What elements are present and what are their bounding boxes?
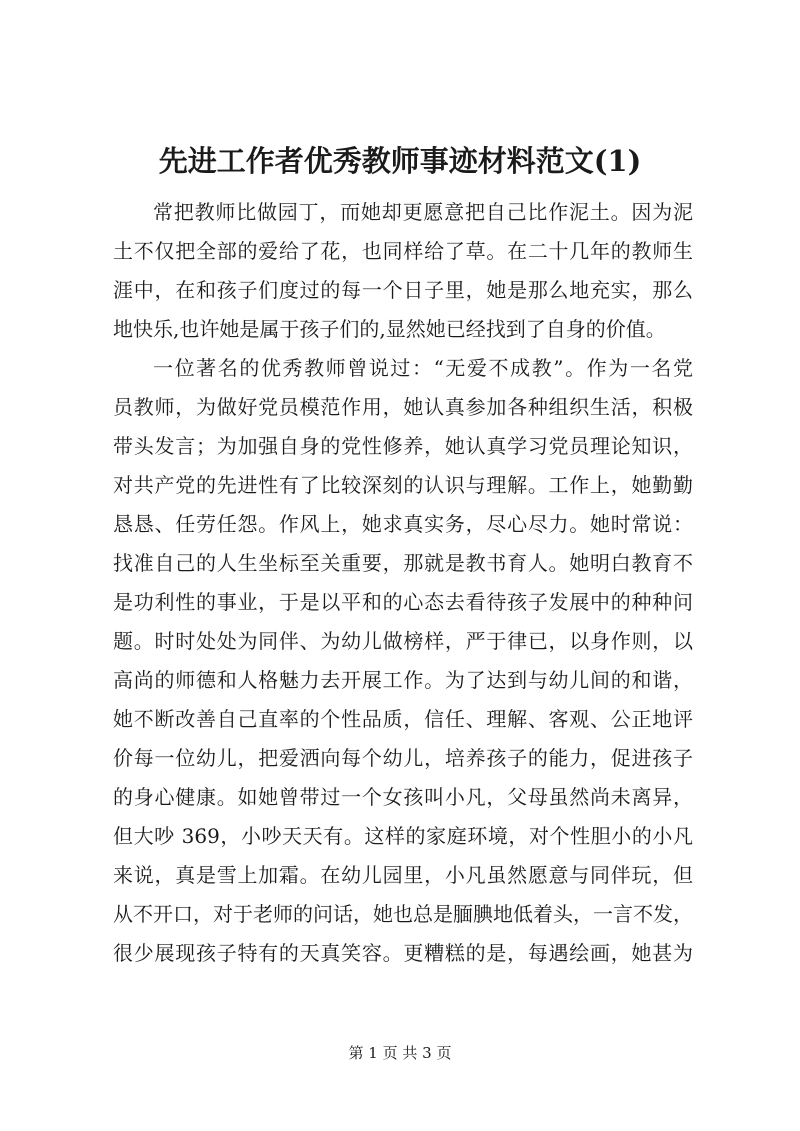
page-footer: 第 1 页 共 3 页 (348, 1044, 452, 1062)
paragraph-2-line-10: 她不断改善自己直率的个性品质，信任、理解、客观、公正地评 (113, 707, 693, 731)
paragraph-1-line-2: 土不仅把全部的爱给了花，也同样给了草。在二十几年的教师生 (113, 239, 693, 263)
document-title: 先进工作者优秀教师事迹材料范文(1) (158, 144, 642, 178)
paragraph-2-line-8: 题。时时处处为同伴、为幼儿做榜样，严于律已，以身作则，以 (113, 629, 693, 653)
paragraph-2-line-6: 找准自己的人生坐标至关重要，那就是教书育人。她明白教育不 (113, 551, 693, 575)
paragraph-1-line-1: 常把教师比做园丁，而她却更愿意把自己比作泥土。因为泥 (153, 200, 693, 224)
paragraph-2-line-11: 价每一位幼儿，把爱洒向每个幼儿，培养孩子的能力，促进孩子 (113, 746, 693, 770)
paragraph-2-line-3: 带头发言；为加强自身的党性修养，她认真学习党员理论知识， (113, 434, 693, 458)
paragraph-2-line-2: 员教师，为做好党员模范作用，她认真参加各种组织生活，积极 (113, 395, 693, 419)
paragraph-2-line-9: 高尚的师德和人格魅力去开展工作。为了达到与幼儿间的和谐， (113, 668, 693, 692)
paragraph-1-line-3: 涯中，在和孩子们度过的每一个日子里，她是那么地充实，那么 (113, 278, 693, 302)
paragraph-2-line-12: 的身心健康。如她曾带过一个女孩叫小凡，父母虽然尚未离异， (113, 785, 693, 809)
paragraph-2-line-14: 来说，真是雪上加霜。在幼儿园里，小凡虽然愿意与同伴玩，但 (113, 863, 693, 887)
paragraph-2-line-16: 很少展现孩子特有的天真笑容。更糟糕的是，每遇绘画，她甚为 (113, 941, 693, 965)
document-body (113, 193, 693, 973)
paragraph-2-line-15: 从不开口，对于老师的问话，她也总是腼腆地低着头，一言不发， (113, 902, 693, 926)
paragraph-2-line-5: 恳恳、任劳任怨。作风上，她求真实务，尽心尽力。她时常说： (113, 512, 693, 536)
paragraph-1-line-4: 地快乐,也许她是属于孩子们的,显然她已经找到了自身的价值。 (113, 317, 666, 341)
paragraph-2-line-7: 是功利性的事业，于是以平和的心态去看待孩子发展中的种种问 (113, 590, 693, 614)
paragraph-2-line-1: 一位著名的优秀教师曾说过：“无爱不成教”。作为一名党 (153, 356, 693, 380)
paragraph-2-line-13: 但大吵 369，小吵天天有。这样的家庭环境，对个性胆小的小凡 (113, 824, 693, 848)
paragraph-2-line-4: 对共产党的先进性有了比较深刻的认识与理解。工作上，她勤勤 (113, 473, 693, 497)
